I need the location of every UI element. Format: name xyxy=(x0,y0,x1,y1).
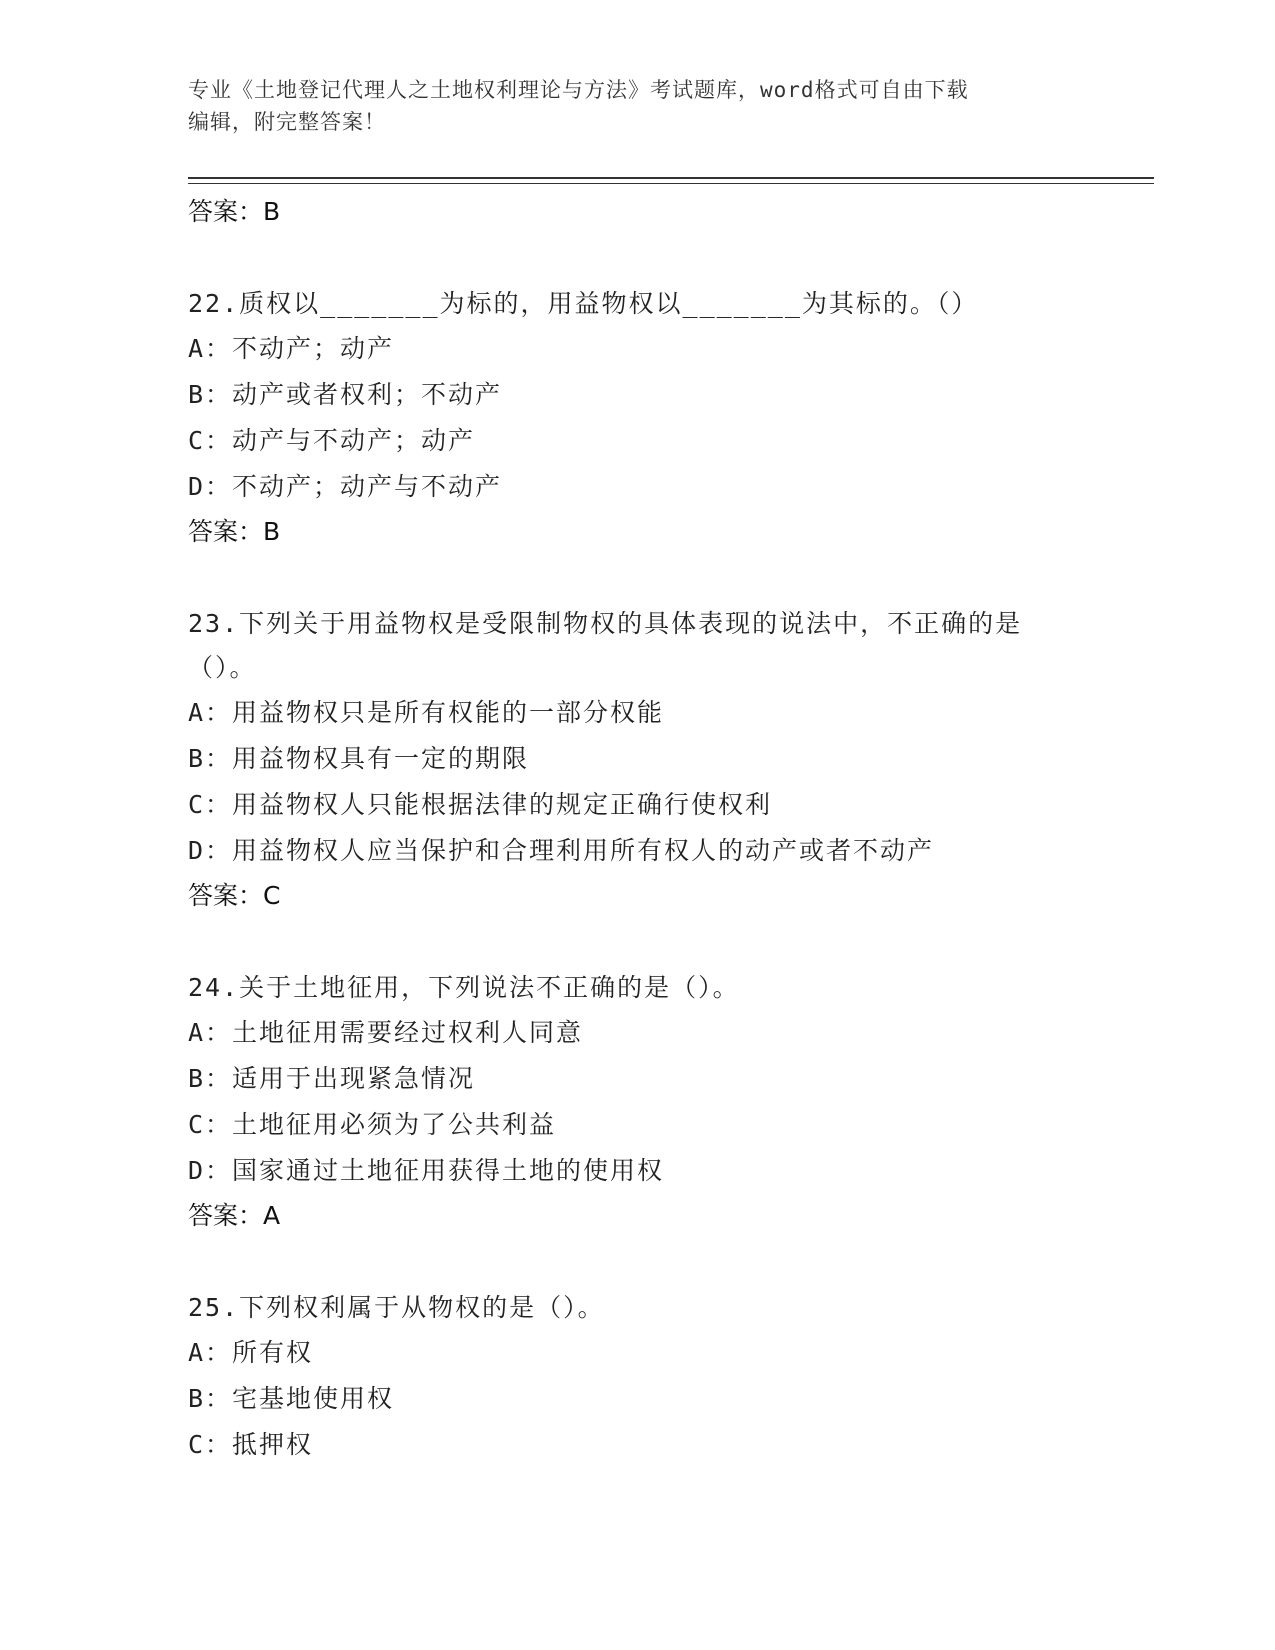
question-block xyxy=(188,1286,1088,1468)
answer-line: 答案：B xyxy=(188,517,281,546)
question-list xyxy=(188,190,1088,1468)
option-c: C：抵押权 xyxy=(188,1430,314,1459)
option-d: D：国家通过土地征用获得土地的使用权 xyxy=(188,1156,665,1185)
option-a: A：所有权 xyxy=(188,1338,314,1367)
option-a: A：用益物权只是所有权能的一部分权能 xyxy=(188,698,665,727)
option-a: A：土地征用需要经过权利人同意 xyxy=(188,1018,584,1047)
header-divider xyxy=(188,177,1154,179)
header-divider-thin xyxy=(188,183,1154,184)
option-b: B：宅基地使用权 xyxy=(188,1384,395,1413)
question-text: 23.下列关于用益物权是受限制物权的具体表现的说法中，不正确的是（）。 xyxy=(188,609,1023,682)
answer-line: 答案：C xyxy=(188,881,281,910)
question-text: 25.下列权利属于从物权的是（）。 xyxy=(188,1293,605,1322)
option-d: D：用益物权人应当保护和合理利用所有权人的动产或者不动产 xyxy=(188,836,935,865)
option-b: B：适用于出现紧急情况 xyxy=(188,1064,476,1093)
option-c: C：土地征用必须为了公共利益 xyxy=(188,1110,557,1139)
question-text: 24.关于土地征用，下列说法不正确的是（）。 xyxy=(188,973,740,1002)
answer-line: 答案：B xyxy=(188,197,281,226)
option-a: A：不动产；动产 xyxy=(188,334,395,363)
option-c: C：动产与不动产；动产 xyxy=(188,426,476,455)
question-block xyxy=(188,282,1088,554)
option-b: B：动产或者权利；不动产 xyxy=(188,380,503,409)
question-block xyxy=(188,966,1088,1238)
document-header xyxy=(188,74,1088,138)
answer-line: 答案：A xyxy=(188,1201,281,1230)
option-b: B：用益物权具有一定的期限 xyxy=(188,744,530,773)
question-block xyxy=(188,602,1088,918)
question-text: 22.质权以_______为标的，用益物权以_______为其标的。（） xyxy=(188,289,979,318)
option-d: D：不动产；动产与不动产 xyxy=(188,472,503,501)
header-line-2: 编辑，附完整答案！ xyxy=(188,110,386,134)
option-c: C：用益物权人只能根据法律的规定正确行使权利 xyxy=(188,790,773,819)
header-line-1: 专业《土地登记代理人之土地权利理论与方法》考试题库，word格式可自由下载 xyxy=(188,78,969,102)
